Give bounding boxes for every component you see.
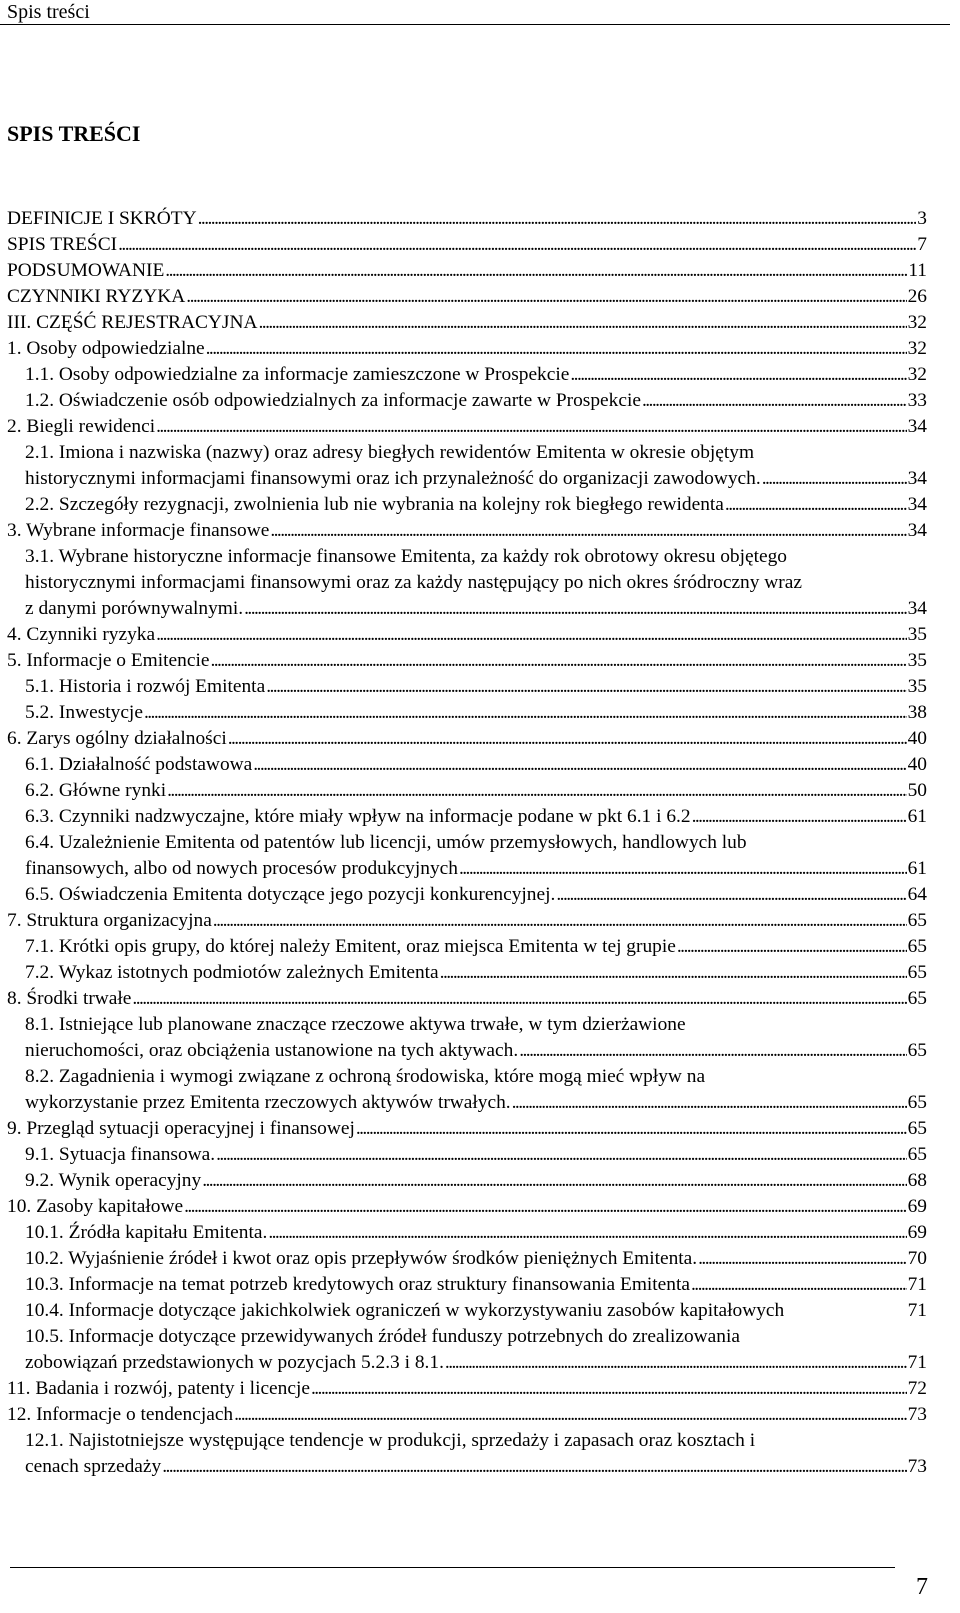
dot-leader <box>459 856 907 882</box>
toc-page-number: 33 <box>907 390 927 411</box>
toc-entry-text: 7.1. Krótki opis grupy, do której należy Emitent, oraz miejsca Emitenta w tej grupie <box>25 936 676 957</box>
toc-page-number: 34 <box>907 468 927 489</box>
toc-entry[interactable] <box>7 232 927 258</box>
toc-page-number: 40 <box>907 754 927 775</box>
dot-leader <box>167 778 907 804</box>
dot-leader <box>556 882 906 908</box>
toc-entry[interactable] <box>7 388 927 414</box>
dot-leader <box>213 908 907 934</box>
toc-entry-text: DEFINICJE I SKRÓTY <box>7 208 197 229</box>
toc-entry[interactable] <box>7 440 927 492</box>
toc-page-number: 32 <box>907 364 927 385</box>
toc-page-number: 65 <box>907 936 927 957</box>
toc-entry-text: 12. Informacje o tendencjach <box>7 1404 234 1425</box>
toc-entry-text: historycznymi informacjami finansowymi oraz ich przynależność do organizacji zawodowych. <box>25 468 761 489</box>
toc-entry-text: 10.5. Informacje dotyczące przewidywanych źródeł funduszy potrzebnych do zrealizowania <box>25 1326 740 1347</box>
toc-entry-text: 11. Badania i rozwój, patenty i licencje <box>7 1378 310 1399</box>
dot-leader <box>440 960 907 986</box>
toc-page-number: 68 <box>907 1170 927 1191</box>
toc-entry-text: SPIS TREŚCI <box>7 234 118 255</box>
toc-entry-text: CZYNNIKI RYZYKA <box>7 286 186 307</box>
toc-entry[interactable] <box>7 622 927 648</box>
toc-entry[interactable] <box>7 1402 927 1428</box>
toc-entry[interactable] <box>7 1168 927 1194</box>
dot-leader <box>570 362 906 388</box>
toc-page-number: 71 <box>907 1274 927 1295</box>
header-rule <box>0 24 950 25</box>
dot-leader <box>677 934 907 960</box>
toc-page-number: 65 <box>907 1118 927 1139</box>
toc-entry[interactable] <box>7 986 927 1012</box>
dot-leader <box>228 726 907 752</box>
toc-entry[interactable] <box>7 1220 927 1246</box>
toc-entry-text: 1.1. Osoby odpowiedzialne za informacje zamieszczone w Prospekcie <box>25 364 570 385</box>
toc-entry-text: 3. Wybrane informacje finansowe <box>7 520 270 541</box>
toc-page-number: 32 <box>907 312 927 333</box>
toc-entry-text: 5.2. Inwestycje <box>25 702 143 723</box>
toc-entry[interactable] <box>7 674 927 700</box>
toc-entry[interactable] <box>7 518 927 544</box>
toc-page-number: 64 <box>907 884 927 905</box>
toc-entry[interactable] <box>7 778 927 804</box>
toc-entry-text: 8.1. Istniejące lub planowane znaczące rzeczowe aktywa trwałe, w tym dzierżawione <box>25 1014 686 1035</box>
toc-page-number: 65 <box>907 1040 927 1061</box>
toc-entry-text: 6.2. Główne rynki <box>25 780 167 801</box>
toc-entry-text: 6. Zarys ogólny działalności <box>7 728 227 749</box>
dot-leader <box>725 492 907 518</box>
toc-entry-text: 9.2. Wynik operacyjny <box>25 1170 202 1191</box>
dot-leader <box>266 674 906 700</box>
toc-page-number: 3 <box>917 208 927 229</box>
toc-page-number: 11 <box>908 260 927 281</box>
toc-entry[interactable] <box>7 492 927 518</box>
dot-leader <box>691 1272 907 1298</box>
dot-leader <box>698 1246 906 1272</box>
toc-page-number: 69 <box>907 1222 927 1243</box>
toc-entry-text: 1. Osoby odpowiedzialne <box>7 338 205 359</box>
dot-leader <box>234 1402 906 1428</box>
dot-leader <box>762 466 907 492</box>
toc-entry-text: 5. Informacje o Emitencie <box>7 650 210 671</box>
dot-leader <box>118 232 916 258</box>
toc-page-number: 72 <box>907 1378 927 1399</box>
toc-entry[interactable] <box>7 726 927 752</box>
toc-entry[interactable] <box>7 206 927 232</box>
toc-entry-text: 2.1. Imiona i nazwiska (nazwy) oraz adresy biegłych rewidentów Emitenta w okresie objętym <box>25 442 755 463</box>
toc-page-number: 65 <box>907 910 927 931</box>
toc-entry-text: 1.2. Oświadczenie osób odpowiedzialnych za informacje zawarte w Prospekcie <box>25 390 641 411</box>
toc-page-number: 61 <box>907 806 927 827</box>
dot-leader <box>519 1038 906 1064</box>
toc-entry-text: 9. Przegląd sytuacji operacyjnej i finansowej <box>7 1118 355 1139</box>
toc-entry-text: 10.4. Informacje dotyczące jakichkolwiek ograniczeń w wykorzystywaniu zasobów kapitałowych <box>25 1300 785 1321</box>
toc-entry[interactable] <box>7 1142 927 1168</box>
toc-page-number: 35 <box>907 676 927 697</box>
dot-leader <box>512 1090 907 1116</box>
toc-entry-text: 6.1. Działalność podstawowa <box>25 754 253 775</box>
dot-leader <box>445 1350 907 1376</box>
toc-page-number: 71 <box>907 1300 927 1321</box>
toc-entry[interactable] <box>7 934 927 960</box>
toc-page-number: 65 <box>907 988 927 1009</box>
toc-entry-text: 2.2. Szczegóły rezygnacji, zwolnienia lub nie wybrania na kolejny rok biegłego rewidenta <box>25 494 724 515</box>
toc-entry-text: 8.2. Zagadnienia i wymogi związane z ochroną środowiska, które mogą mieć wpływ na <box>25 1066 706 1087</box>
toc-entry-text: 9.1. Sytuacja finansowa. <box>25 1144 216 1165</box>
toc-page-number: 40 <box>907 728 927 749</box>
toc-entry-text: 7. Struktura organizacyjna <box>7 910 212 931</box>
toc-page-number: 65 <box>907 1144 927 1165</box>
toc-entry[interactable] <box>7 336 927 362</box>
toc-page-number: 73 <box>907 1456 927 1477</box>
dot-leader <box>253 752 906 778</box>
toc-entry-text: wykorzystanie przez Emitenta rzeczowych aktywów trwałych. <box>25 1092 511 1113</box>
toc-entry-text: 6.3. Czynniki nadzwyczajne, które miały wpływ na informacje podane w pkt 6.1 i 6.2 <box>25 806 691 827</box>
toc-entry-text: III. CZĘŚĆ REJESTRACYJNA <box>7 312 258 333</box>
dot-leader <box>165 258 907 284</box>
toc-page-number: 70 <box>907 1248 927 1269</box>
dot-leader <box>184 1194 907 1220</box>
toc-page-number: 69 <box>907 1196 927 1217</box>
toc-entry[interactable] <box>7 1428 927 1480</box>
dot-leader <box>198 206 917 232</box>
toc-entry[interactable] <box>7 960 927 986</box>
toc-page-number: 34 <box>907 494 927 515</box>
toc-entry[interactable] <box>7 284 927 310</box>
toc-entry[interactable] <box>7 908 927 934</box>
dot-leader <box>270 518 906 544</box>
dot-leader <box>642 388 907 414</box>
page-title: SPIS TREŚCI <box>7 121 141 146</box>
toc-entry-text: 10. Zasoby kapitałowe <box>7 1196 184 1217</box>
toc-page-number: 65 <box>907 962 927 983</box>
toc-page-number: 50 <box>907 780 927 801</box>
toc-page-number: 71 <box>907 1352 927 1373</box>
dot-leader <box>356 1116 907 1142</box>
toc-entry[interactable] <box>7 1272 927 1298</box>
toc-page-number: 34 <box>907 598 927 619</box>
toc-entry[interactable] <box>7 1246 927 1272</box>
toc-entry[interactable] <box>7 830 927 882</box>
toc-entry-text: zobowiązań przedstawionych w pozycjach 5.2.3 i 8.1. <box>25 1352 444 1373</box>
toc-entry-text: 6.4. Uzależnienie Emitenta od patentów lub licencji, umów przemysłowych, handlowych lub <box>25 832 747 853</box>
dot-leader <box>144 700 907 726</box>
toc-entry-text: 8. Środki trwałe <box>7 988 132 1009</box>
dot-leader <box>244 596 907 622</box>
toc-entry-text: z danymi porównywalnymi. <box>25 598 244 619</box>
toc-entry[interactable] <box>7 414 927 440</box>
toc-entry-text: 10.1. Źródła kapitału Emitenta. <box>25 1222 268 1243</box>
dot-leader <box>268 1220 906 1246</box>
toc-entry-text: finansowych, albo od nowych procesów produkcyjnych <box>25 858 458 879</box>
running-header: Spis treści <box>7 1 90 23</box>
toc-page-number: 38 <box>907 702 927 723</box>
toc-page-number: 34 <box>907 520 927 541</box>
toc-entry-text: nieruchomości, oraz obciążenia ustanowione na tych aktywach. <box>25 1040 519 1061</box>
toc-entry[interactable] <box>7 1376 927 1402</box>
toc-entry-text: 6.5. Oświadczenia Emitenta dotyczące jego pozycji konkurencyjnej. <box>25 884 556 905</box>
toc-entry[interactable] <box>7 258 927 284</box>
dot-leader <box>311 1376 907 1402</box>
toc-entry-text: 4. Czynniki ryzyka <box>7 624 156 645</box>
toc-entry[interactable] <box>7 1012 927 1064</box>
toc-entry[interactable] <box>7 1194 927 1220</box>
toc-entry[interactable] <box>7 752 927 778</box>
toc-page-number: 7 <box>917 234 927 255</box>
toc-page-number: 26 <box>907 286 927 307</box>
toc-entry[interactable] <box>7 1116 927 1142</box>
dot-leader <box>202 1168 906 1194</box>
toc-page-number: 61 <box>907 858 927 879</box>
toc-entry-text: 10.3. Informacje na temat potrzeb kredytowych oraz struktury finansowania Emitenta <box>25 1274 690 1295</box>
dot-leader <box>258 310 906 336</box>
toc-entry[interactable] <box>7 362 927 388</box>
toc-entry[interactable] <box>7 544 927 622</box>
toc-entry[interactable] <box>7 1064 927 1116</box>
toc-entry[interactable] <box>7 700 927 726</box>
dot-leader <box>210 648 906 674</box>
dot-leader <box>216 1142 907 1168</box>
toc-entry[interactable] <box>7 882 927 908</box>
toc-entry[interactable] <box>7 648 927 674</box>
toc-entry[interactable] <box>7 1298 927 1324</box>
toc-page-number: 35 <box>907 650 927 671</box>
footer-rule <box>10 1567 895 1568</box>
dot-leader <box>162 1454 906 1480</box>
toc-entry[interactable] <box>7 804 927 830</box>
toc-entry-text: cenach sprzedaży <box>25 1456 162 1477</box>
toc-page-number: 65 <box>907 1092 927 1113</box>
toc-entry[interactable] <box>7 310 927 336</box>
toc-entry-text: historycznymi informacjami finansowymi oraz za każdy następujący po nich okres śródroczny wraz <box>25 572 802 593</box>
toc-entry[interactable] <box>7 1324 927 1376</box>
toc-page-number: 34 <box>907 416 927 437</box>
toc-entry-text: 12.1. Najistotniejsze występujące tendencje w produkcji, sprzedaży i zapasach oraz kosztach i <box>25 1430 756 1451</box>
table-of-contents <box>7 206 927 1480</box>
dot-leader <box>156 622 907 648</box>
toc-entry-text: 3.1. Wybrane historyczne informacje finansowe Emitenta, za każdy rok obrotowy okresu objętego <box>25 546 787 567</box>
toc-entry-text: 7.2. Wykaz istotnych podmiotów zależnych Emitenta <box>25 962 439 983</box>
dot-leader <box>692 804 907 830</box>
toc-entry-text: PODSUMOWANIE <box>7 260 165 281</box>
dot-leader <box>206 336 907 362</box>
dot-leader <box>132 986 906 1012</box>
toc-entry-text: 5.1. Historia i rozwój Emitenta <box>25 676 266 697</box>
toc-entry-text: 2. Biegli rewidenci <box>7 416 156 437</box>
toc-page-number: 35 <box>907 624 927 645</box>
toc-page-number: 73 <box>907 1404 927 1425</box>
toc-entry-text: 10.2. Wyjaśnienie źródeł i kwot oraz opis przepływów środków pieniężnych Emitenta. <box>25 1248 698 1269</box>
page-number: 7 <box>916 1574 928 1600</box>
dot-leader <box>186 284 906 310</box>
toc-page-number: 32 <box>907 338 927 359</box>
dot-leader <box>156 414 907 440</box>
